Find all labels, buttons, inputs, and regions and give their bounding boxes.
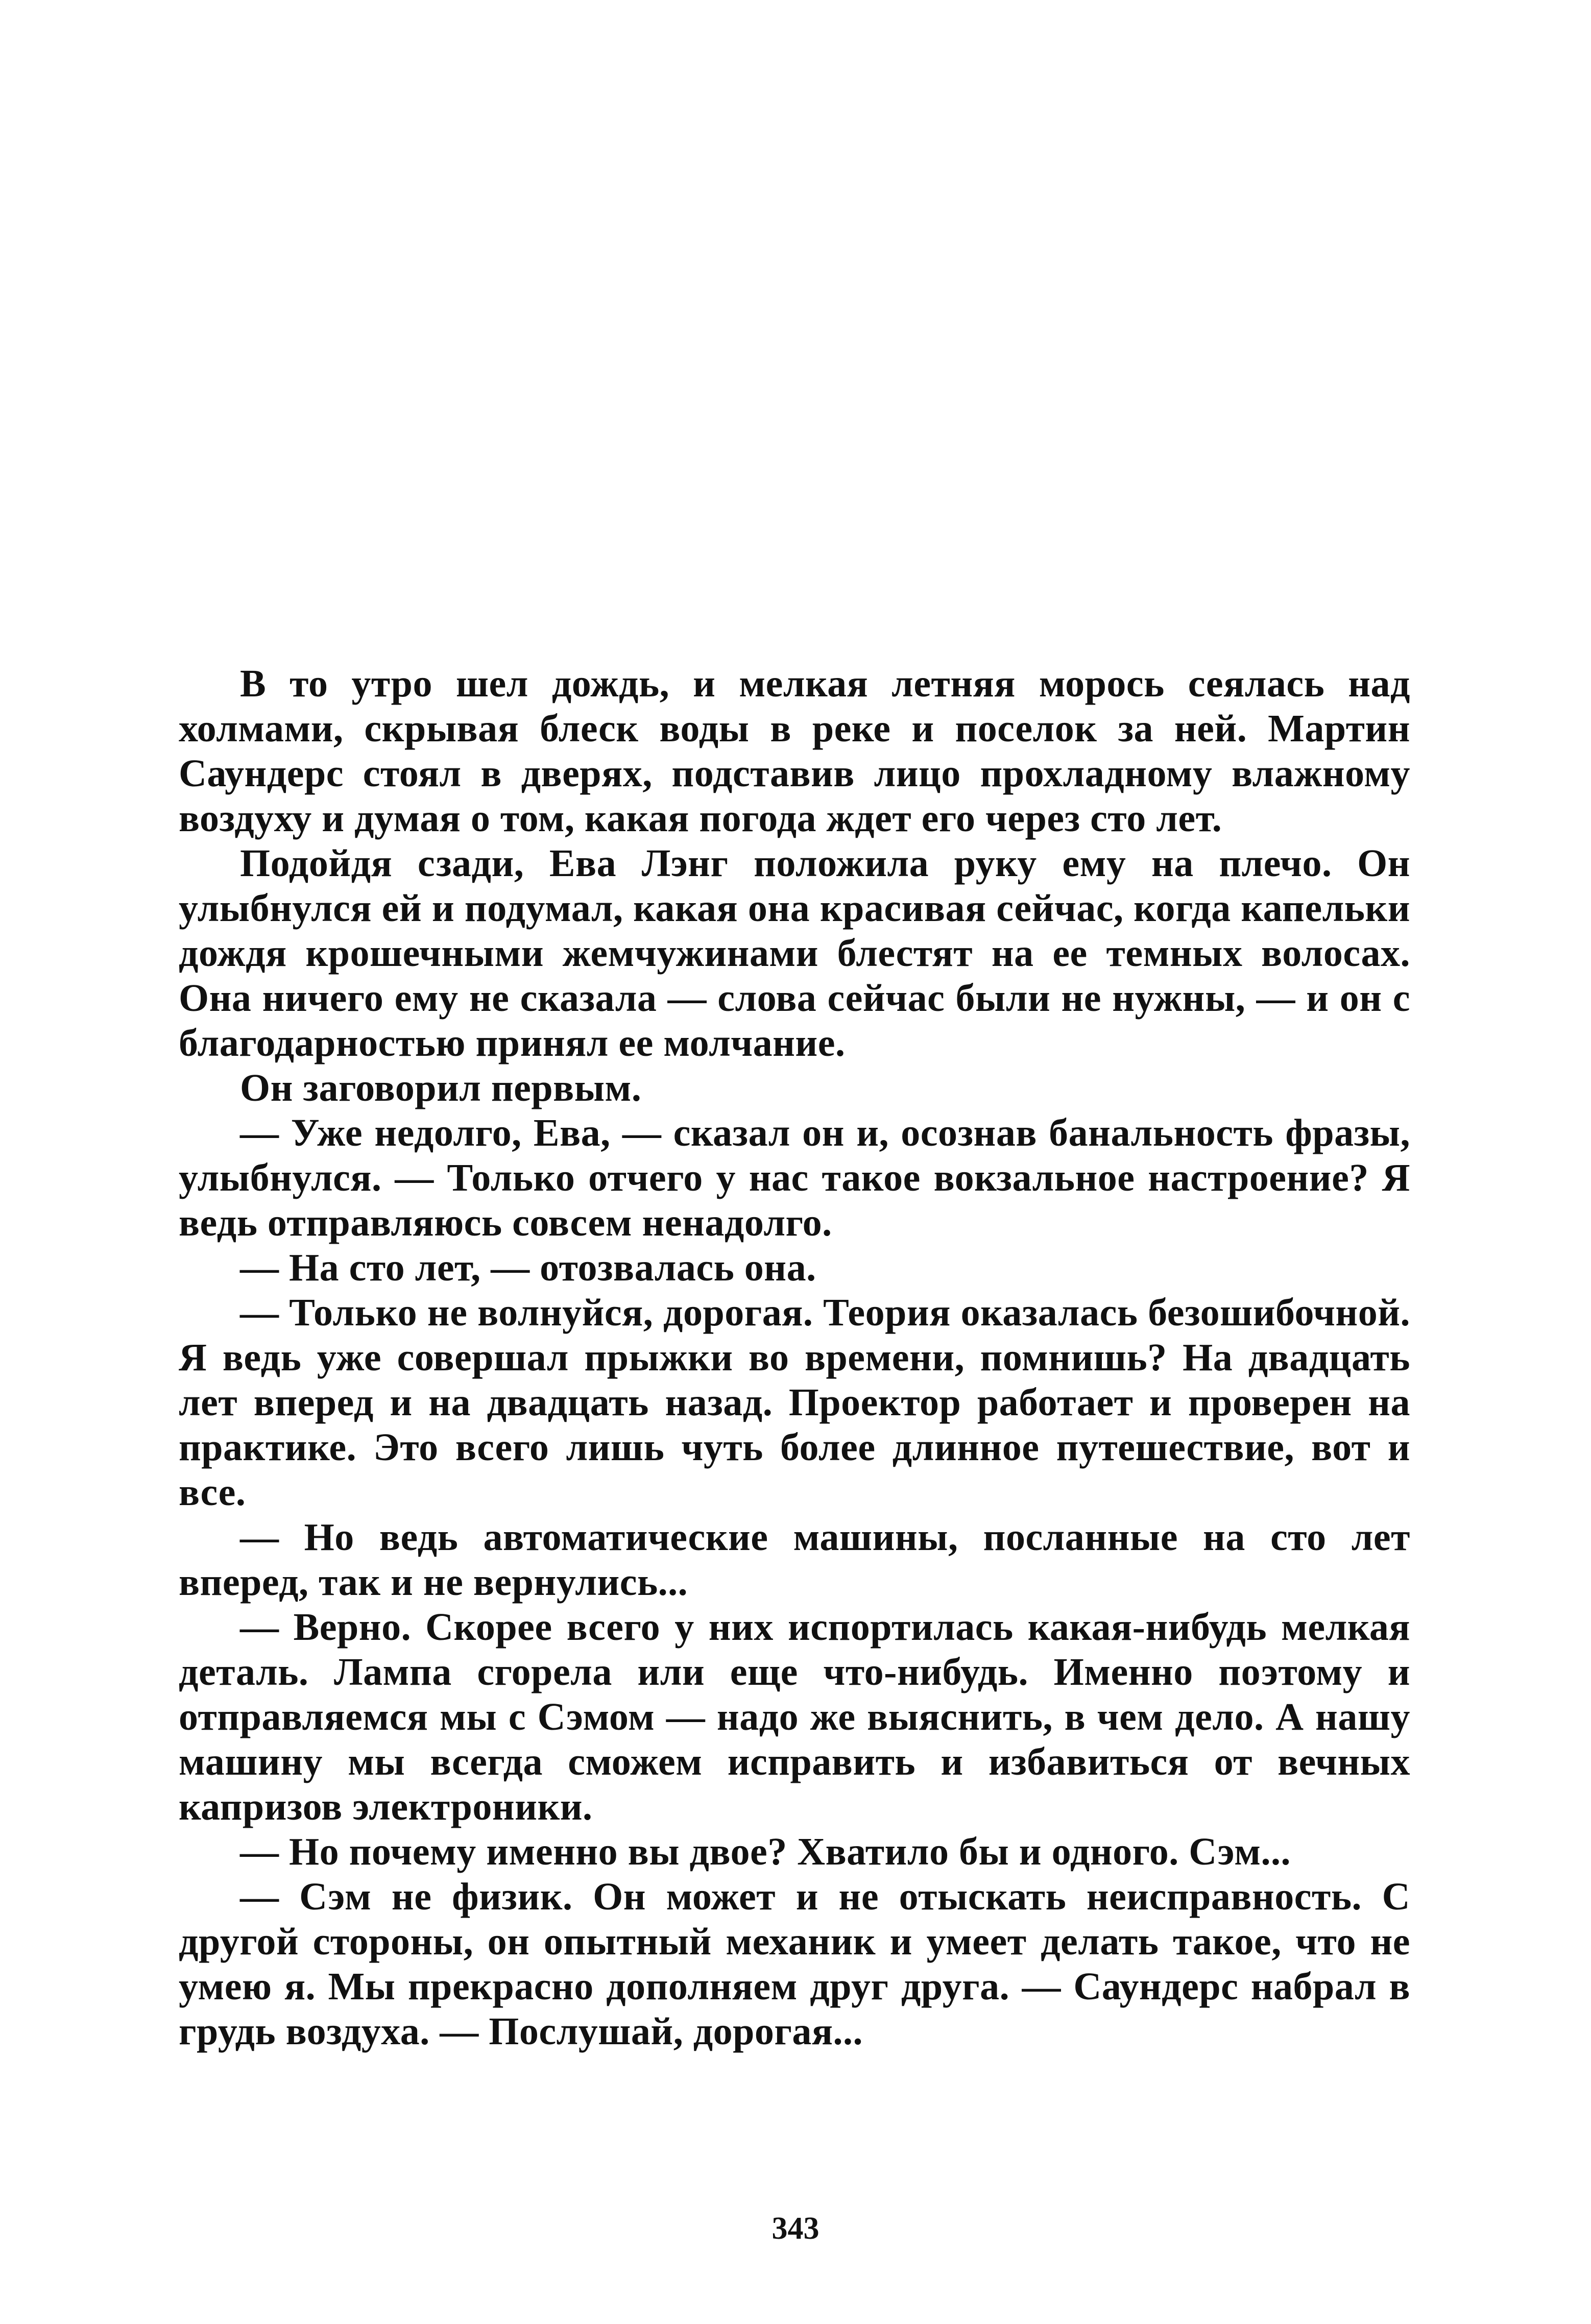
dialogue-paragraph: — Но почему именно вы двое? Хватило бы и одного. Сэм... — [240, 1830, 1291, 1873]
page-number: 343 — [772, 2211, 819, 2246]
body-text — [179, 661, 1410, 2054]
paragraph: Подойдя сзади, Ева Лэнг положила руку ему на плечо. Он улыбнулся ей и подумал, какая она красивая сейчас, когда капельки дождя крошечными жемчужинами блестят на ее темных волосах. Она ничего ему не сказала — слова сейчас были не нужны, — и он с благодарностью принял ее молчание. — [179, 842, 1410, 1064]
dialogue-paragraph: — Но ведь автоматические машины, посланные на сто лет вперед, так и не вернулись... — [179, 1516, 1410, 1604]
dialogue-paragraph: — Сэм не физик. Он может и не отыскать неисправность. С другой стороны, он опытный механик и умеет делать такое, что не умею я. Мы прекрасно дополняем друг друга. — Саундерс набрал в грудь воздуха. — Послушай, дорогая... — [179, 1875, 1410, 2053]
dialogue-paragraph: — Уже недолго, Ева, — сказал он и, осознав банальность фразы, улыбнулся. — Только отчего у нас такое вокзальное настроение? Я ведь отправляюсь совсем ненадолго. — [179, 1111, 1410, 1244]
dialogue-paragraph: — На сто лет, — отозвалась она. — [240, 1246, 816, 1289]
paragraph: Он заговорил первым. — [240, 1067, 642, 1109]
dialogue-paragraph: — Верно. Скорее всего у них испортилась какая-нибудь мелкая деталь. Лампа сгорела или еще что-нибудь. Именно поэтому и отправляемся мы с Сэмом — надо же выяснить, в чем дело. А нашу машину мы всегда сможем исправить и избавиться от вечных капризов электроники. — [179, 1606, 1410, 1828]
dialogue-paragraph: — Только не волнуйся, дорогая. Теория оказалась безошибочной. Я ведь уже совершал прыжки во времени, помнишь? На двадцать лет вперед и на двадцать назад. Проектор работает и проверен на практике. Это всего лишь чуть более длинное путешествие, вот и все. — [179, 1291, 1410, 1514]
paragraph: В то утро шел дождь, и мелкая летняя морось сеялась над холмами, скрывая блеск воды в реке и поселок за ней. Мартин Саундерс стоял в дверях, подставив лицо прохладному влажному воздуху и думая о том, какая погода ждет его через сто лет. — [179, 662, 1410, 840]
